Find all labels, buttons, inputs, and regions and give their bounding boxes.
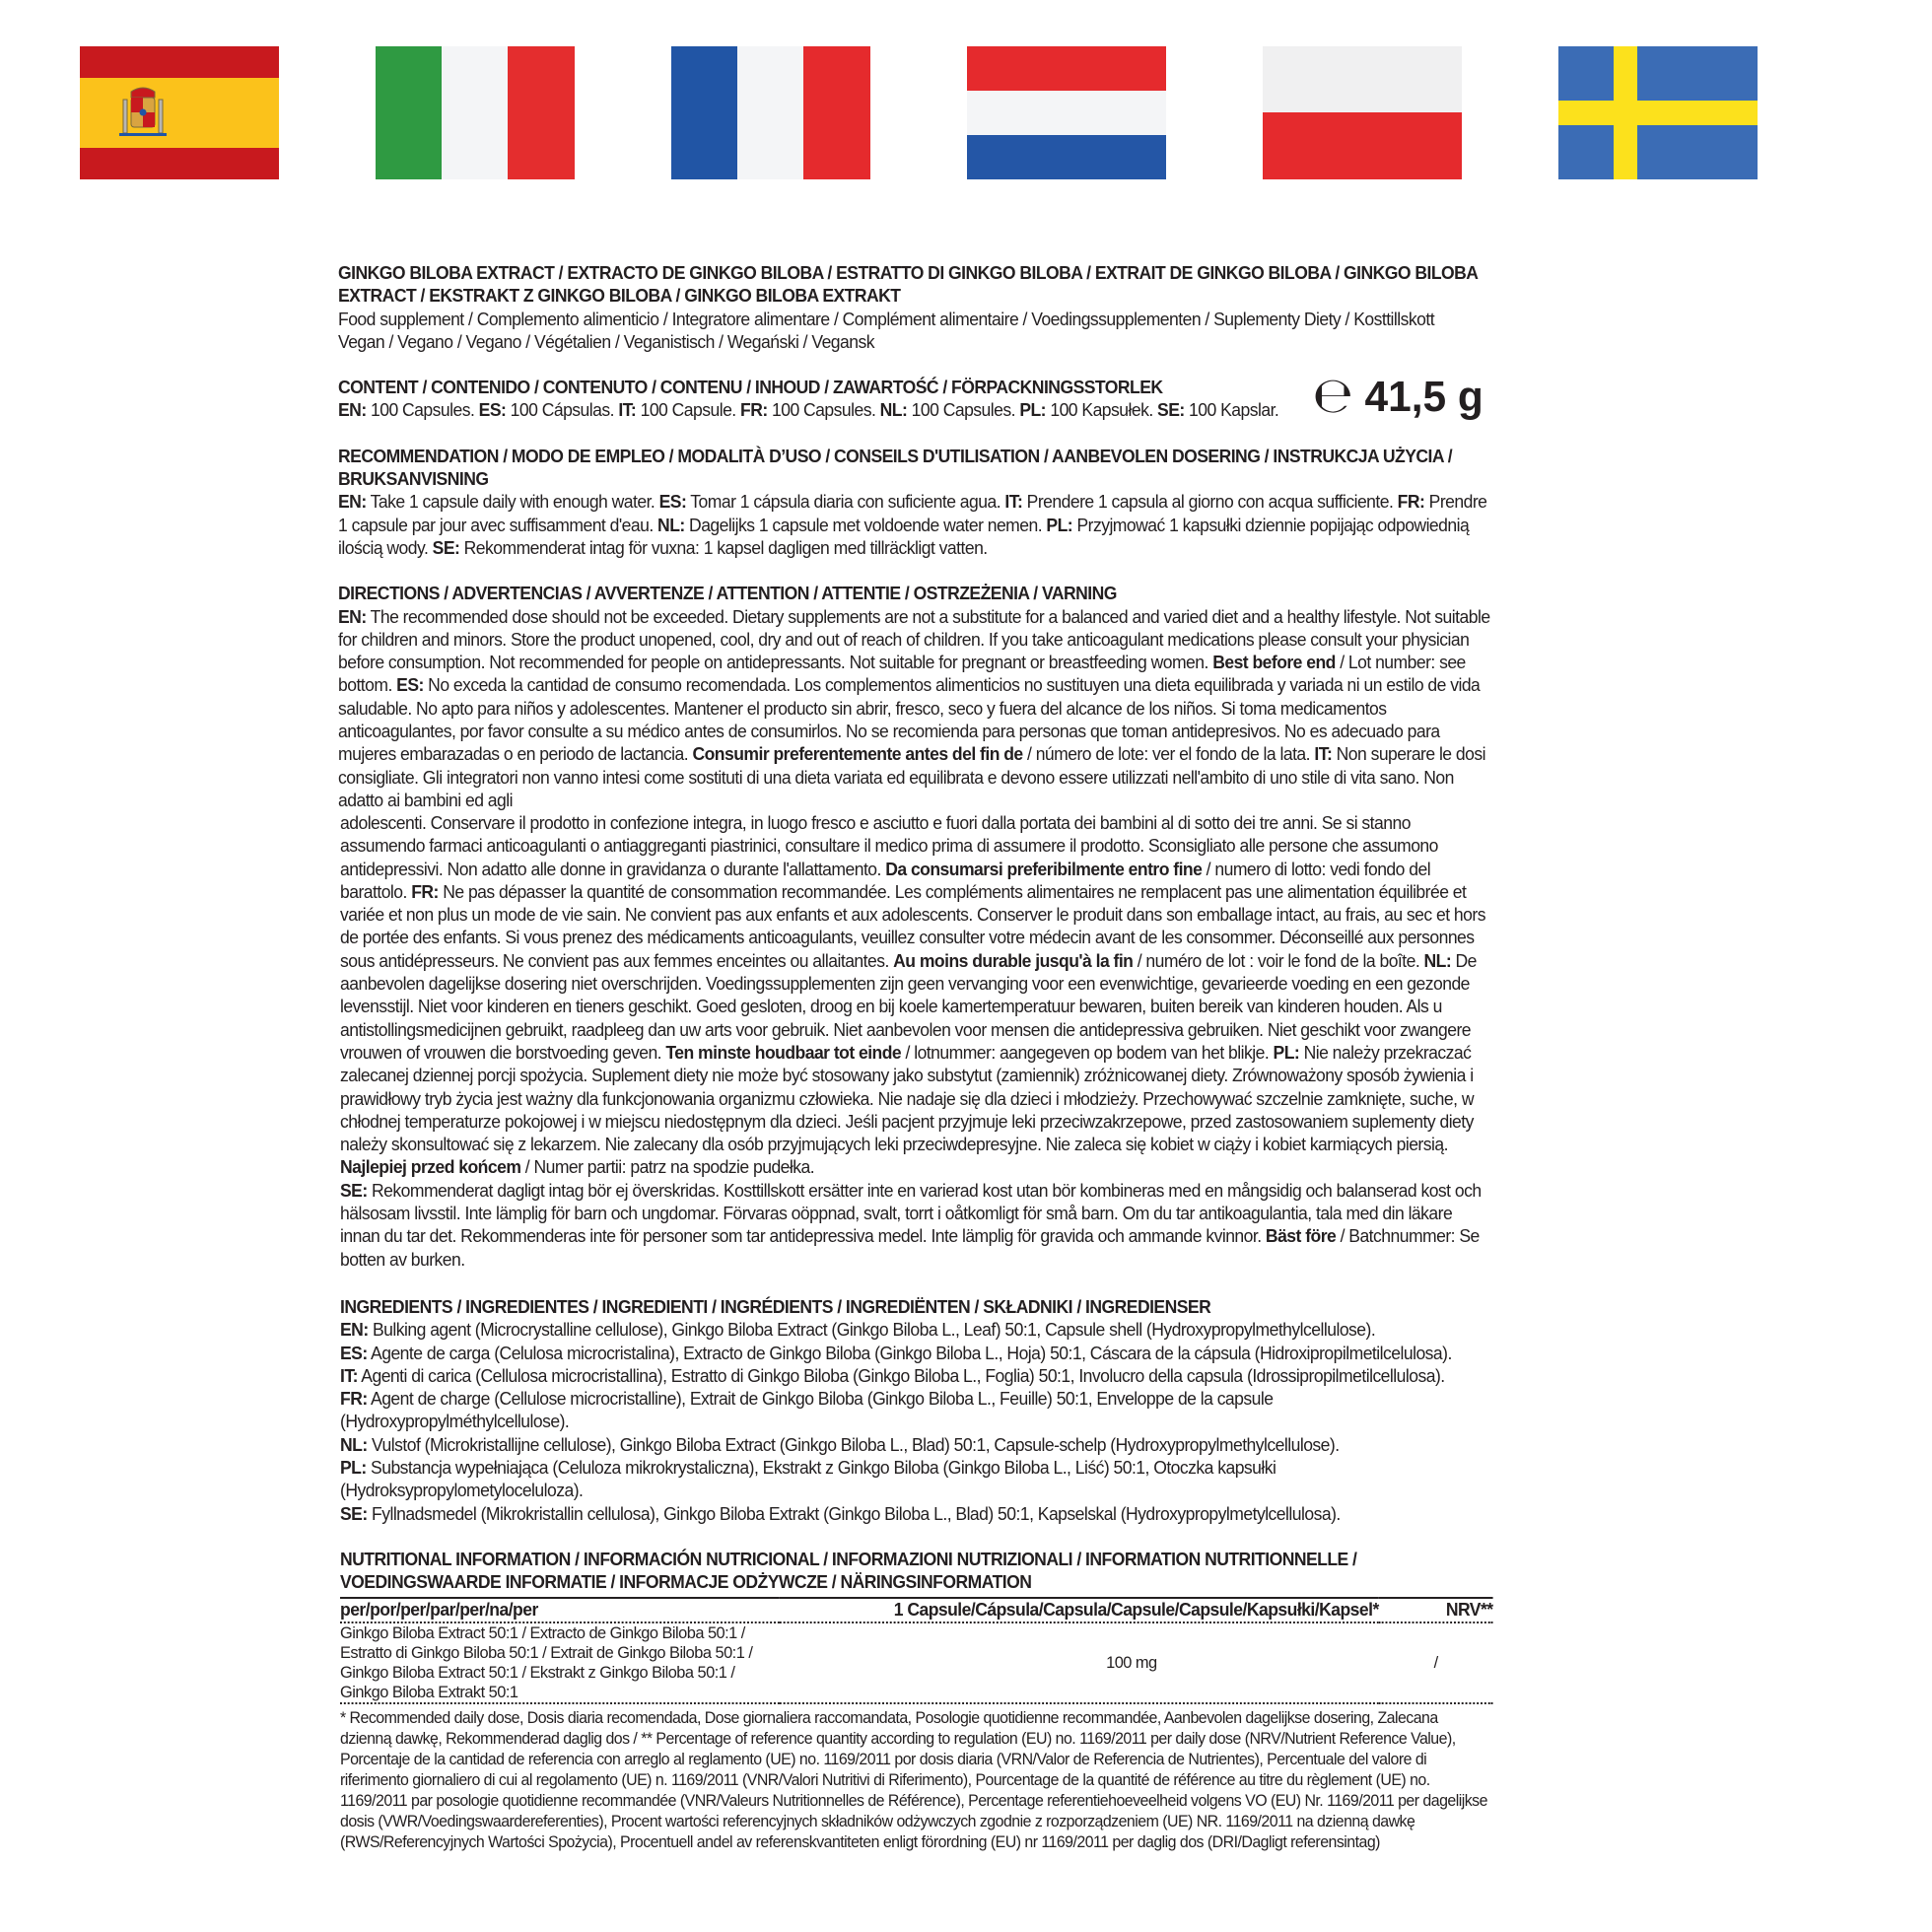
content-section: [338, 367, 1491, 425]
recommendation-text: EN: Take 1 capsule daily with enough water. ES: Tomar 1 cápsula diaria con suficiente agua. IT: Prendere 1 capsula al giorno con acqua sufficiente. FR: Prendre 1 capsule par jour avec suffisamment d'eau. NL: Dagelijks 1 capsule met voldoende water nemen. PL: Przyjmować 1 kapsułki dziennie popijając odpowiednią ilością wody. SE: Rekommenderat intag för vuxna: 1 kapsel dagligen med tillräckligt vatten.: [338, 492, 1487, 558]
nutrient-name: Ginkgo Biloba Extract 50:1 / Extracto de Ginkgo Biloba 50:1 / Estratto di Ginkgo Biloba 50:1 / Extrait de Ginkgo Biloba 50:1 / Ginkgo Biloba Extract 50:1 / Ekstrakt z Ginkgo Biloba 50:1 / Ginkgo Biloba Extrakt 50:1: [340, 1622, 780, 1703]
ingredient-line: FR: Agent de charge (Cellulose microcristalline), Extrait de Ginkgo Biloba (Ginkgo Biloba L., Feuille) 50:1, Enveloppe de la capsule (Hydroxypropylméthylcellulose).: [340, 1389, 1274, 1432]
nutrient-amount: 100 mg: [780, 1622, 1379, 1703]
product-type: Food supplement / Complemento alimenticio / Integratore alimentare / Complément alimentaire / Voedingssupplementen / Suplementy Diety / Kosttillskott: [338, 309, 1435, 329]
recommendation-title: RECOMMENDATION / MODO DE EMPLEO / MODALITÀ D’USO / CONSEILS D'UTILISATION / AANBEVOLEN DOSERING / INSTRUKCJA UŻYCIA / BRUKSANVISNING: [338, 446, 1453, 490]
ingredient-line: IT: Agenti di carica (Cellulosa microcristallina), Estratto di Ginkgo Biloba (Ginkgo Biloba L., Foglia) 50:1, Involucro della capsula (Idrossipropilmetilcellulosa).: [340, 1365, 1445, 1386]
net-weight: [1312, 367, 1484, 425]
sweden-flag-icon: [1558, 46, 1758, 179]
flag-row: [0, 0, 1932, 187]
net-weight-value: 41,5 g: [1364, 373, 1484, 422]
recommendation-section: [338, 446, 1491, 560]
poland-flag-icon: [1263, 46, 1462, 179]
product-title: GINKGO BILOBA EXTRACT / EXTRACTO DE GINKGO BILOBA / ESTRATTO DI GINKGO BILOBA / EXTRAIT DE GINKGO BILOBA / GINKGO BILOBA EXTRACT / EKSTRAKT Z GINKGO BILOBA / GINKGO BILOBA EXTRAKT: [338, 263, 1478, 307]
ingredient-line: PL: Substancja wypełniająca (Celuloza mikrokrystaliczna), Ekstrakt z Ginkgo Biloba (Ginkgo Biloba L., Liść) 50:1, Otoczka kapsułki (Hydroksypropylometyloceluloza).: [340, 1458, 1276, 1501]
nutrition-footnote: * Recommended daily dose, Dosis diaria recomendada, Dose giornaliera raccomandata, Posologie quotidienne recommandée, Aanbevolen dagelijkse dosering, Zalecana dzienną dawkę, Rekommenderad daglig dos / ** Percentage of reference quantity according to regulation (EU) no. 1169/2011 per daily dose (NRV/Nutrient Reference Value), Porcentaje de la cantidad de referencia con arreglo al reglamento (UE) no. 1169/2011 por dosis diaria (VRN/Valor de Referencia de Nutrientes), Percentuale del valore di riferimento giornaliero di cui al regolamento (UE) n. 1169/2011 (VNR/Valori Nutritivi di Riferimento), Pourcentage de la quantité de référence au titre du règlement (UE) no. 1169/2011 par posologie quotidienne recommandée (VNR/Valeurs Nutritionnelles de Référence), Percentage referentiehoeveelheid volgens VO (EU) Nr. 1169/2011 per dagelijkse dosis (VWR/Voedingswaardereferenties), Procent wartości referencyjnych składników odżywczych zgodnie z rozporządzeniem (UE) NR. 1169/2011 na dzienną dawkę (RWS/Referencyjnych Wartości Spożycia), Procentuell andel av referenskvantiteten enligt förordning (EU) nr 1169/2011 per daglig dos (DRI/Dagligt referensintag): [340, 1708, 1487, 1851]
ingredients-title: INGREDIENTS / INGREDIENTES / INGREDIENTI / INGRÉDIENTS / INGREDIËNTEN / SKŁADNIKI / INGREDIENSER: [340, 1297, 1211, 1317]
nutrient-nrv: /: [1379, 1622, 1493, 1703]
nrv-header: NRV**: [1379, 1598, 1493, 1622]
directions-section: [338, 583, 1491, 812]
directions-title: DIRECTIONS / ADVERTENCIAS / AVVERTENZE / ATTENTION / ATTENTIE / OSTRZEŻENIA / VARNING: [338, 584, 1117, 604]
nutrition-section: [340, 1549, 1493, 1853]
label-text-block-2: [340, 812, 1493, 1272]
nutrition-header-row: [340, 1598, 1493, 1622]
directions-text-part-2: adolescenti. Conservare il prodotto in confezione integra, in luogo fresco e asciutto e fuori dalla portata dei bambini al di sotto dei tre anni. Se si stanno assumendo farmaci anticoagulanti o antiaggreganti piastrinici, consultare il medico prima di assumere il prodotto. Sconsigliato alle persone che assumono antidepressivi. Non adatto alle donne in gravidanza o durante l'allattamento. Da consumarsi preferibilmente entro fine / numero di lotto: vedi fondo del barattolo. FR: Ne pas dépasser la quantité de consommation recommandée. Les compléments alimentaires ne remplacent pas une alimentation équilibrée et variée et non plus un mode de vie sain. Ne convient pas aux enfants et aux adolescents. Conserver le produit dans son emballage intact, au frais, au sec et hors de portée des enfants. Si vous prenez des médicaments anticoagulants, veuillez consulter votre médecin avant de les consommer. Déconseillé aux personnes sous antidépresseurs. Ne convient pas aux femmes enceintes ou allaitantes. Au moins durable jusqu'à la fin / numéro de lot : voir le fond de la boîte. NL: De aanbevolen dagelijkse dosering niet overschrijden. Voedingssupplementen zijn geen vervanging voor een evenwichtige, gevarieerde voeding en een gezonde levensstijl. Niet voor kinderen en tieners geschikt. Goed gesloten, droog en bij koele kamertemperatuur bewaren, buiten bereik van kinderen houden. Als u antistollingsmedicijnen gebruikt, raadpleeg dan uw arts voor gebruik. Niet aanbevolen voor mensen die antidepressiva gebruiken. Niet geschikt voor zwangere vrouwen of vrouwen die borstvoeding geven. Ten minste houdbaar tot einde / lotnummer: aangegeven op bodem van het blikje. PL: Nie należy przekraczać zalecanej dziennej porcji spożycia. Suplement diety nie może być stosowany jako substytut (zamiennik) zróżnicowanej diety. Zrównoważony sposób żywienia i prawidłowy tryb życia jest ważny dla funkcjonowania organizmu człowieka. Nie nadaje się dla dzieci i młodzieży. Przechowywać szczelnie zamknięte, suche, w chłodnej temperaturze pokojowej i w miejscu niedostępnym dla dzieci. Jeśli pacjent przyjmuje leki przeciwzakrzepowe, przed zastosowaniem suplementy diety należy skonsultować się z lekarzem. Nie zalecany dla osób przyjmujących leki przeciwdepresyjne. Nie zaleca się kobiet w ciąży i kobiet karmiących piersią. Najlepiej przed końcem / Numer partii: patrz na spodzie pudełka. SE: Rekommenderat dagligt intag bör ej överskridas. Kosttillskott ersätter inte en varierad kost utan bör kombineras med en mångsidig och balanserad kost och hälsosam livsstil. Inte lämplig för barn och ungdomar. Förvaras oöppnad, svalt, torrt i oåtkomligt för små barn. Om du tar antikoagulantia, tala med din läkare innan du tar det. Rekommenderas inte för personer som tar antidepressiva medel. Inte lämplig för gravida och ammande kvinnor. Bäst före / Batchnummer: Se botten av burken.: [340, 813, 1485, 1270]
content-title: CONTENT / CONTENIDO / CONTENUTO / CONTENU / INHOUD / ZAWARTOŚĆ / FÖRPACKNINGSSTORLEK: [338, 378, 1163, 398]
ingredient-line: SE: Fyllnadsmedel (Mikrokristallin cellulosa), Ginkgo Biloba Extrakt (Ginkgo Biloba L., Blad) 50:1, Kapselskal (Hydroxypropylmetylcellulosa).: [340, 1503, 1341, 1524]
ingredient-line: NL: Vulstof (Microkristallijne cellulose), Ginkgo Biloba Extract (Ginkgo Biloba L., Blad) 50:1, Capsule-schelp (Hydroxypropylmethylcellulose).: [340, 1434, 1340, 1455]
product-section: [338, 262, 1491, 354]
france-flag-icon: [671, 46, 870, 179]
ingredient-line: EN: Bulking agent (Microcrystalline cellulose), Ginkgo Biloba Extract (Ginkgo Biloba L., Leaf) 50:1, Capsule shell (Hydroxypropylmethylcellulose).: [340, 1320, 1376, 1341]
nutrition-table: [340, 1597, 1493, 1704]
directions-text-part-1: EN: The recommended dose should not be exceeded. Dietary supplements are not a substitute for a balanced and varied diet and a healthy lifestyle. Not suitable for children and minors. Store the product unopened, cool, dry and out of reach of children. If you take anticoagulant medications please consult your physician before consumption. Not recommended for people on antidepressants. Not suitable for pregnant or breastfeeding women. Best before end / Lot number: see bottom. ES: No exceda la cantidad de consumo recomendada. Los complementos alimenticios no sustituyen una dieta equilibrada y variada ni un estilo de vida saludable. No apto para niños y adolescentes. Mantener el producto sin abrir, fresco, seco y fuera del alcance de los niños. Si toma medicamentos anticoagulantes, por favor consulte a su médico antes de consumirlos. No se recomienda para personas que toman antidepresivos. No es adecuado para mujeres embarazadas o en periodo de lactancia. Consumir preferentemente antes del fin de / número de lote: ver el fondo de la lata. IT: Non superare le dosi consigliate. Gli integratori non vanno intesi come sostituti di una dieta variata ed equilibrata e devono essere utilizzati nell'ambito di uno stile di vita sano. Non adatto ai bambini ed agli: [338, 606, 1490, 810]
netherlands-flag-icon: [967, 46, 1166, 179]
vegan-line: Vegan / Vegano / Vegano / Végétalien / Veganistisch / Wegański / Vegansk: [338, 331, 875, 352]
ingredients-section: [340, 1296, 1493, 1526]
estimated-sign-icon: ℮: [1312, 367, 1353, 425]
table-row: [340, 1622, 1493, 1703]
ingredient-line: ES: Agente de carga (Celulosa microcristalina), Extracto de Ginkgo Biloba (Ginkgo Biloba L., Hoja) 50:1, Cáscara de la cápsula (Hidroxipropilmetilcelulosa).: [340, 1343, 1452, 1363]
per-header: per/por/per/par/per/na/per: [340, 1598, 780, 1622]
label-text-block-3: [340, 1296, 1493, 1853]
serving-header: 1 Capsule/Cápsula/Capsula/Capsule/Capsule/Kapsułki/Kapsel*: [780, 1598, 1379, 1622]
italy-flag-icon: [376, 46, 575, 179]
label-text-block-1: [338, 262, 1491, 812]
nutrition-title: NUTRITIONAL INFORMATION / INFORMACIÓN NUTRICIONAL / INFORMAZIONI NUTRIZIONALI / INFORMATION NUTRITIONNELLE / VOEDINGSWAARDE INFORMATIE / INFORMACJE ODŻYWCZE / NÄRINGSINFORMATION: [340, 1549, 1357, 1593]
spain-flag-icon: [80, 46, 279, 179]
content-items: EN: 100 Capsules. ES: 100 Cápsulas. IT: 100 Capsule. FR: 100 Capsules. NL: 100 Capsules. PL: 100 Kapsułek. SE: 100 Kapslar.: [338, 400, 1279, 421]
